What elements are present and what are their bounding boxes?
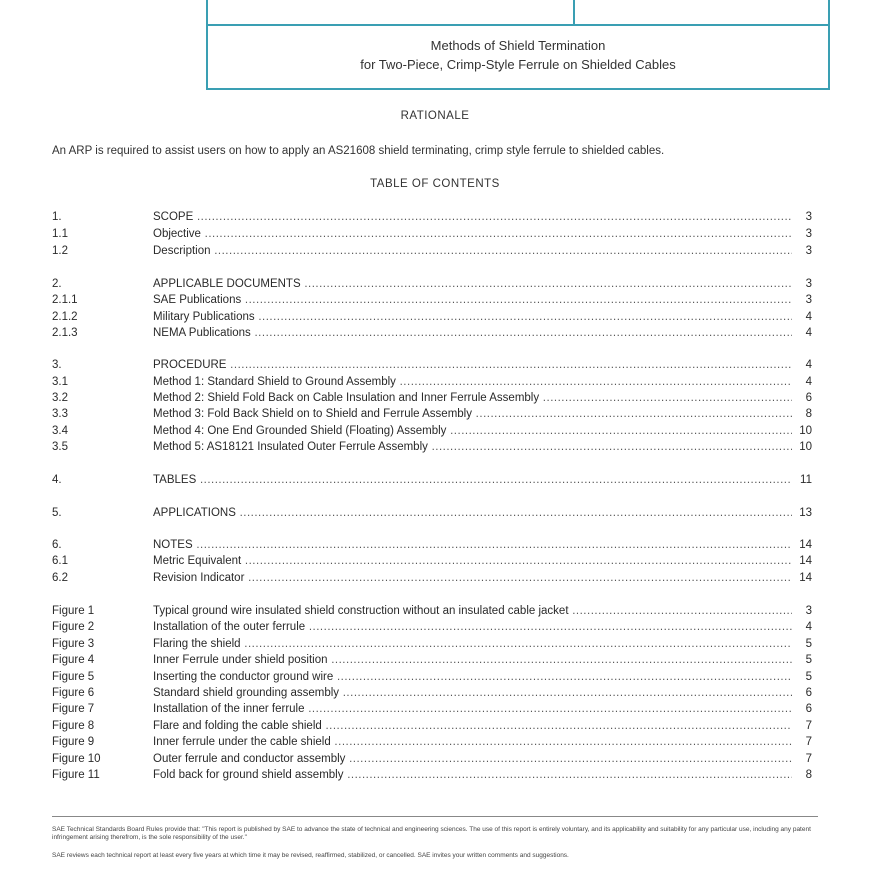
figure-number: Figure 3 <box>52 638 95 650</box>
figure-number: Figure 7 <box>52 703 95 715</box>
toc-section-title: Method 2: Shield Fold Back on Cable Insulation and Inner Ferrule Assembly ..... <box>153 390 798 406</box>
toc-page-number: 11 <box>792 472 812 488</box>
toc-section-title: NOTES ..... <box>153 537 798 553</box>
title-box-top-cells <box>208 0 828 26</box>
rationale-text: An ARP is required to assist users on how to apply an AS21608 shield terminating, crimp style ferrule to shielded cables. <box>52 145 665 157</box>
toc-section-title: Military Publications ..... <box>153 309 798 325</box>
toc-page-number: 5 <box>792 636 812 652</box>
toc-item[interactable] <box>52 406 812 422</box>
toc-page-number: 7 <box>792 718 812 734</box>
figure-list-item[interactable] <box>52 603 812 619</box>
toc-page-number: 4 <box>792 325 812 341</box>
toc-section-number: 1. <box>52 211 62 223</box>
toc-section-number: 6.1 <box>52 555 68 567</box>
toc-section-title: PROCEDURE ..... <box>153 357 798 373</box>
toc-item[interactable] <box>52 505 812 521</box>
figure-title: Inner ferrule under the cable shield ..... <box>153 734 798 750</box>
toc-item[interactable] <box>52 374 812 390</box>
toc-section-number: 4. <box>52 474 62 486</box>
toc-section-title: APPLICATIONS ..... <box>153 505 798 521</box>
toc-item[interactable] <box>52 423 812 439</box>
figure-title: Inner Ferrule under shield position ..... <box>153 652 798 668</box>
document-title <box>208 36 828 74</box>
toc-section-number: 2.1.2 <box>52 311 78 323</box>
figure-title: Standard shield grounding assembly ..... <box>153 685 798 701</box>
toc-section-number: 3. <box>52 359 62 371</box>
figure-list-item[interactable] <box>52 718 812 734</box>
toc-section-title: Objective ..... <box>153 226 798 242</box>
figure-number: Figure 9 <box>52 736 95 748</box>
toc-section-title: Revision Indicator ..... <box>153 570 798 586</box>
toc-section-number: 2.1.1 <box>52 294 78 306</box>
document-title-box <box>206 0 830 90</box>
figure-list-item[interactable] <box>52 619 812 635</box>
toc-page-number: 7 <box>792 751 812 767</box>
figure-title: Installation of the outer ferrule ..... <box>153 619 798 635</box>
document-title-line2: for Two-Piece, Crimp-Style Ferrule on Shielded Cables <box>360 57 676 72</box>
toc-section-title: Method 4: One End Grounded Shield (Floating) Assembly ..... <box>153 423 798 439</box>
toc-page-number: 3 <box>792 209 812 225</box>
toc-section-title: Method 1: Standard Shield to Ground Assembly ..... <box>153 374 798 390</box>
toc-page-number: 8 <box>792 406 812 422</box>
toc-section-title: SAE Publications ..... <box>153 292 798 308</box>
figure-list-item[interactable] <box>52 685 812 701</box>
toc-heading: TABLE OF CONTENTS <box>370 178 500 190</box>
figure-number: Figure 4 <box>52 654 95 666</box>
toc-item[interactable] <box>52 243 812 259</box>
toc-section-title: Method 3: Fold Back Shield on to Shield and Ferrule Assembly ..... <box>153 406 798 422</box>
figure-list-item[interactable] <box>52 652 812 668</box>
footer-divider <box>52 816 818 817</box>
toc-page-number: 5 <box>792 669 812 685</box>
toc-section-number: 1.1 <box>52 228 68 240</box>
toc-item[interactable] <box>52 325 812 341</box>
toc-section-number: 5. <box>52 507 62 519</box>
toc-section-number: 3.2 <box>52 392 68 404</box>
toc-section-title: NEMA Publications ..... <box>153 325 798 341</box>
toc-item[interactable] <box>52 292 812 308</box>
toc-page-number: 13 <box>792 505 812 521</box>
toc-item[interactable] <box>52 209 812 225</box>
figure-number: Figure 8 <box>52 720 95 732</box>
toc-page-number: 6 <box>792 390 812 406</box>
toc-page-number: 7 <box>792 734 812 750</box>
toc-section-title: SCOPE ..... <box>153 209 798 225</box>
toc-section-number: 3.4 <box>52 425 68 437</box>
figure-title: Flare and folding the cable shield ..... <box>153 718 798 734</box>
toc-page-number: 3 <box>792 243 812 259</box>
toc-page-number: 3 <box>792 603 812 619</box>
toc-section-number: 2. <box>52 278 62 290</box>
footer-notice: SAE Technical Standards Board Rules provide that: "This report is published by SAE to advance the state of technical and engineering sciences. The use of this report is entirely voluntary, and its applicability and suitability for any particular use, including any patent infringement arising therefrom, is the sole responsibility of the user." <box>52 826 811 841</box>
figure-number: Figure 1 <box>52 605 95 617</box>
toc-section-title: Description ..... <box>153 243 798 259</box>
toc-page-number: 10 <box>792 439 812 455</box>
figure-number: Figure 6 <box>52 687 95 699</box>
figure-title: Typical ground wire insulated shield construction without an insulated cable jacket ..... <box>153 603 798 619</box>
figure-title: Flaring the shield ..... <box>153 636 798 652</box>
figure-list-item[interactable] <box>52 669 812 685</box>
title-box-divider <box>573 0 575 24</box>
toc-page-number: 14 <box>792 570 812 586</box>
figure-title: Installation of the inner ferrule ..... <box>153 701 798 717</box>
footer-review-notice: SAE reviews each technical report at least every five years at which time it may be revised, reaffirmed, stabilized, or cancelled. SAE invites your written comments and suggestions. <box>52 852 569 859</box>
document-title-line1: Methods of Shield Termination <box>430 38 606 53</box>
toc-page-number: 14 <box>792 537 812 553</box>
figure-list-item[interactable] <box>52 751 812 767</box>
toc-section-number: 3.3 <box>52 408 68 420</box>
figure-list-item[interactable] <box>52 636 812 652</box>
figure-number: Figure 5 <box>52 671 95 683</box>
toc-section-title: Method 5: AS18121 Insulated Outer Ferrule Assembly ..... <box>153 439 798 455</box>
toc-item[interactable] <box>52 390 812 406</box>
figure-list-item[interactable] <box>52 767 812 783</box>
toc-page-number: 4 <box>792 309 812 325</box>
toc-section-number: 6. <box>52 539 62 551</box>
toc-page-number: 6 <box>792 701 812 717</box>
toc-page-number: 10 <box>792 423 812 439</box>
toc-page-number: 5 <box>792 652 812 668</box>
toc-page-number: 4 <box>792 357 812 373</box>
toc-item[interactable] <box>52 357 812 373</box>
toc-item[interactable] <box>52 439 812 455</box>
toc-page-number: 4 <box>792 374 812 390</box>
toc-section-number: 1.2 <box>52 245 68 257</box>
toc-section-number: 3.1 <box>52 376 68 388</box>
toc-page-number: 3 <box>792 226 812 242</box>
figure-title: Fold back for ground shield assembly ..... <box>153 767 798 783</box>
toc-section-number: 6.2 <box>52 572 68 584</box>
toc-page-number: 14 <box>792 553 812 569</box>
toc-page-number: 3 <box>792 276 812 292</box>
figure-number: Figure 2 <box>52 621 95 633</box>
toc-item[interactable] <box>52 276 812 292</box>
toc-page-number: 3 <box>792 292 812 308</box>
figure-title: Outer ferrule and conductor assembly ..... <box>153 751 798 767</box>
toc-item[interactable] <box>52 472 812 488</box>
toc-page-number: 4 <box>792 619 812 635</box>
figure-number: Figure 10 <box>52 753 101 765</box>
toc-item[interactable] <box>52 309 812 325</box>
toc-section-number: 2.1.3 <box>52 327 78 339</box>
figure-list-item[interactable] <box>52 734 812 750</box>
rationale-heading: RATIONALE <box>400 110 470 122</box>
toc-section-title: TABLES ..... <box>153 472 798 488</box>
figure-title: Inserting the conductor ground wire ..... <box>153 669 798 685</box>
toc-item[interactable] <box>52 537 812 553</box>
figure-list-item[interactable] <box>52 701 812 717</box>
toc-page-number: 6 <box>792 685 812 701</box>
toc-item[interactable] <box>52 553 812 569</box>
toc-section-title: APPLICABLE DOCUMENTS ..... <box>153 276 798 292</box>
figure-number: Figure 11 <box>52 769 100 781</box>
toc-section-number: 3.5 <box>52 441 68 453</box>
toc-section-title: Metric Equivalent ..... <box>153 553 798 569</box>
toc-item[interactable] <box>52 226 812 242</box>
toc-item[interactable] <box>52 570 812 586</box>
toc-page-number: 8 <box>792 767 812 783</box>
